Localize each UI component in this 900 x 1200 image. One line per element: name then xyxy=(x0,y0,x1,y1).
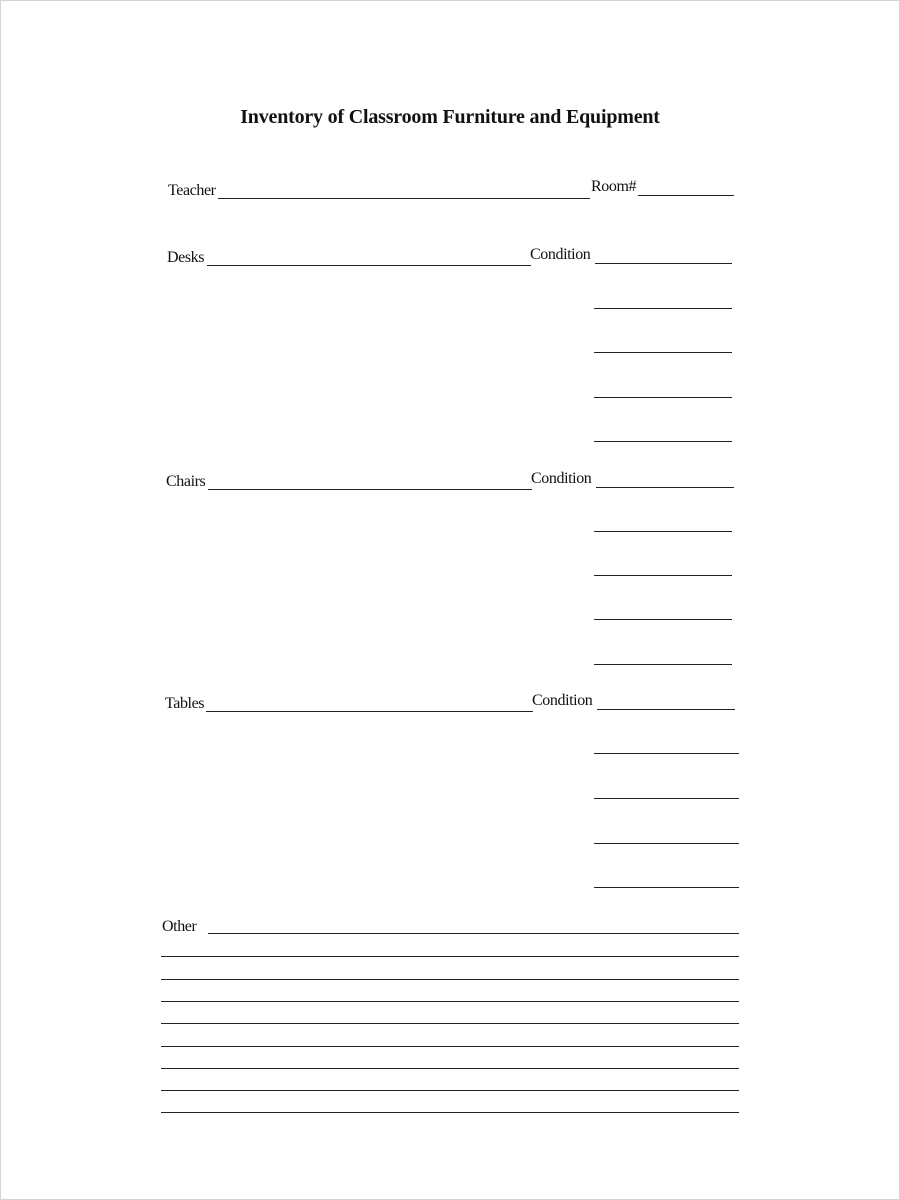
desks-field[interactable] xyxy=(207,265,531,266)
other-line[interactable] xyxy=(161,1068,739,1069)
tables-condition-line[interactable] xyxy=(594,887,739,888)
other-line[interactable] xyxy=(161,1023,739,1024)
chairs-condition-line[interactable] xyxy=(594,575,732,576)
desks-condition-label: Condition xyxy=(530,246,591,263)
chairs-condition-label: Condition xyxy=(531,470,592,487)
other-label: Other xyxy=(162,918,197,935)
tables-condition-line[interactable] xyxy=(594,798,739,799)
chairs-field[interactable] xyxy=(208,489,532,490)
tables-condition-line[interactable] xyxy=(594,843,739,844)
form-title: Inventory of Classroom Furniture and Equipment xyxy=(240,106,660,128)
tables-condition-line[interactable] xyxy=(594,753,739,754)
other-line[interactable] xyxy=(161,1046,739,1047)
other-line[interactable] xyxy=(161,956,739,957)
tables-condition-label: Condition xyxy=(532,692,593,709)
chairs-condition-field[interactable] xyxy=(596,487,734,488)
desks-condition-line[interactable] xyxy=(594,308,732,309)
other-line[interactable] xyxy=(161,1112,739,1113)
chairs-label: Chairs xyxy=(166,473,206,490)
desks-condition-line[interactable] xyxy=(594,441,732,442)
room-label: Room# xyxy=(591,178,637,195)
desks-condition-field[interactable] xyxy=(595,263,732,264)
desks-condition-line[interactable] xyxy=(594,352,732,353)
teacher-field[interactable] xyxy=(218,198,590,199)
other-line[interactable] xyxy=(161,979,739,980)
other-line[interactable] xyxy=(161,1090,739,1091)
teacher-label: Teacher xyxy=(168,182,216,199)
desks-label: Desks xyxy=(167,249,205,266)
chairs-condition-line[interactable] xyxy=(594,619,732,620)
tables-condition-field[interactable] xyxy=(597,709,735,710)
room-field[interactable] xyxy=(638,195,734,196)
other-field[interactable] xyxy=(208,933,739,934)
chairs-condition-line[interactable] xyxy=(594,664,732,665)
chairs-condition-line[interactable] xyxy=(594,531,732,532)
tables-field[interactable] xyxy=(206,711,533,712)
other-line[interactable] xyxy=(161,1001,739,1002)
tables-label: Tables xyxy=(165,695,205,712)
desks-condition-line[interactable] xyxy=(594,397,732,398)
